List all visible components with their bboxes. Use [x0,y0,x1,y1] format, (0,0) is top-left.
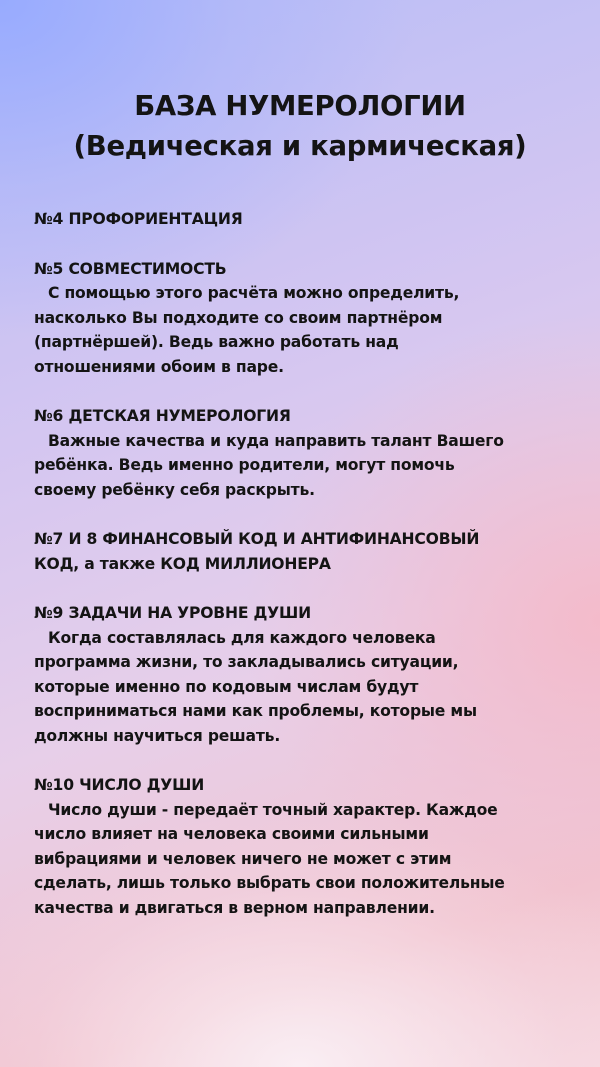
section-heading: №5 СОВМЕСТИМОСТЬ [34,259,227,278]
section-soul-number [34,773,586,920]
section-soul-tasks [34,601,586,748]
content [34,207,586,920]
section-child-numerology [34,404,586,502]
section-heading-continued: КОД, а также КОД МИЛЛИОНЕРА [34,554,331,573]
section-text-line: должны научиться решать. [34,726,281,745]
page-title [0,86,600,166]
section-text-line: качества и двигаться в верном направлении. [34,898,435,917]
section-text-line: С помощью этого расчёта можно определить, [48,284,460,302]
section-compatibility [34,257,586,380]
section-heading: №7 И 8 ФИНАНСОВЫЙ КОД И АНТИФИНАНСОВЫЙ [34,530,480,548]
section-heading: №9 ЗАДАЧИ НА УРОВНЕ ДУШИ [34,604,311,622]
section-career [34,207,586,232]
section-text-line: насколько Вы подходите со своим партнёром [34,308,443,327]
section-heading: №4 ПРОФОРИЕНТАЦИЯ [34,210,243,228]
section-text-line: программа жизни, то закладывались ситуации, [34,653,459,671]
section-text-line: Когда составлялась для каждого человека [48,628,436,647]
section-text-line: (партнёршей). Ведь важно работать над [34,333,399,351]
section-text-line: Число души - передаёт точный характер. Каждое [48,800,498,819]
section-text-line: вибрациями и человек ничего не может с этим [34,849,452,868]
section-text-line: Важные качества и куда направить талант Вашего [48,431,504,450]
section-text-line: которые именно по кодовым числам будут [34,677,419,696]
section-text-line: сделать, лишь только выбрать свои положительные [34,874,505,892]
title-line-2: (Ведическая и кармическая) [73,130,527,162]
section-heading: №6 ДЕТСКАЯ НУМЕРОЛОГИЯ [34,407,291,425]
section-text-line: ребёнка. Ведь именно родители, могут помочь [34,456,455,474]
section-text-line: восприниматься нами как проблемы, которые мы [34,702,477,720]
section-heading: №10 ЧИСЛО ДУШИ [34,776,205,794]
title-line-1: БАЗА НУМЕРОЛОГИИ [134,90,466,122]
section-text-line: отношениями обоим в паре. [34,357,284,376]
section-text-line: своему ребёнку себя раскрыть. [34,480,315,499]
section-financial-code [34,527,586,576]
section-text-line: число влияет на человека своими сильными [34,825,429,843]
